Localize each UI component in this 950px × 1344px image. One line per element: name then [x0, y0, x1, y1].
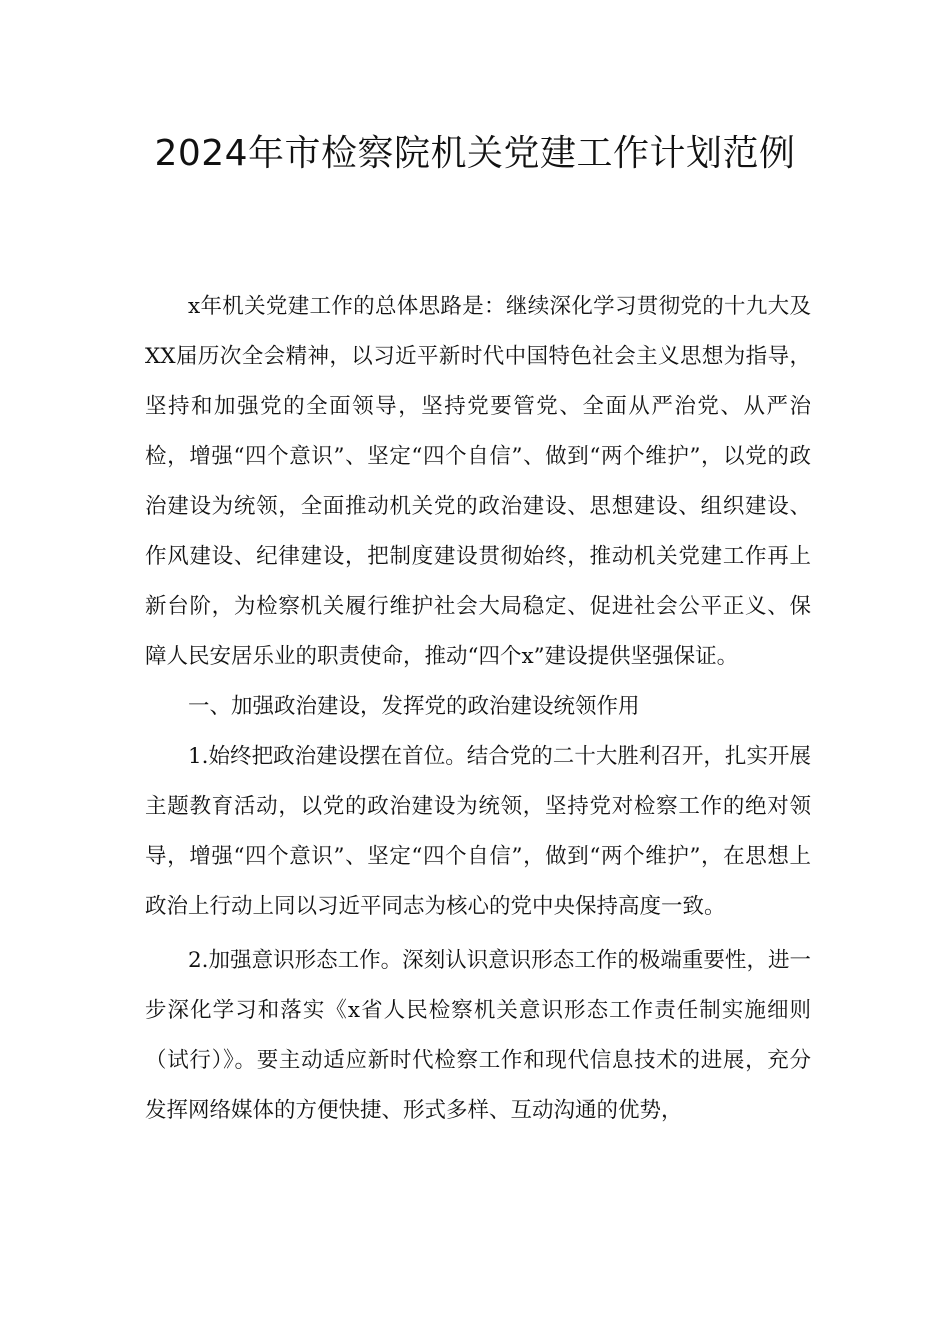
paragraph-item-1: 1.始终把政治建设摆在首位。结合党的二十大胜利召开，扎实开展主题教育活动，以党的政治建设为统领，坚持党对检察工作的绝对领导，增强“四个意识”、坚定“四个自信”，做到“两个维护”，在思想上政治上行动上同以习近平同志为核心的党中央保持高度一致。 — [145, 744, 811, 919]
document-title: 2024年市检察院机关党建工作计划范例 — [154, 133, 796, 174]
paragraph-overview: x年机关党建工作的总体思路是：继续深化学习贯彻党的十九大及XX届历次全会精神，以习近平新时代中国特色社会主义思想为指导，坚持和加强党的全面领导，坚持党要管党、全面从严治党、从严治检，增强“四个意识”、坚定“四个自信”、做到“两个维护”，以党的政治建设为统领，全面推动机关党的政治建设、思想建设、组织建设、作风建设、纪律建设，把制度建设贯彻始终，推动机关党建工作再上新台阶，为检察机关履行维护社会大局稳定、促进社会公平正义、保障人民安居乐业的职责使命，推动“四个x”建设提供坚强保证。 — [145, 294, 811, 669]
paragraph-item-2: 2.加强意识形态工作。深刻认识意识形态工作的极端重要性，进一步深化学习和落实《x省人民检察机关意识形态工作责任制实施细则（试行）》。要主动适应新时代检察工作和现代信息技术的进展，充分发挥网络媒体的方便快捷、形式多样、互动沟通的优势， — [145, 948, 811, 1123]
document-body — [145, 282, 811, 1136]
section-heading-political-building: 一、加强政治建设，发挥党的政治建设统领作用 — [188, 694, 640, 719]
